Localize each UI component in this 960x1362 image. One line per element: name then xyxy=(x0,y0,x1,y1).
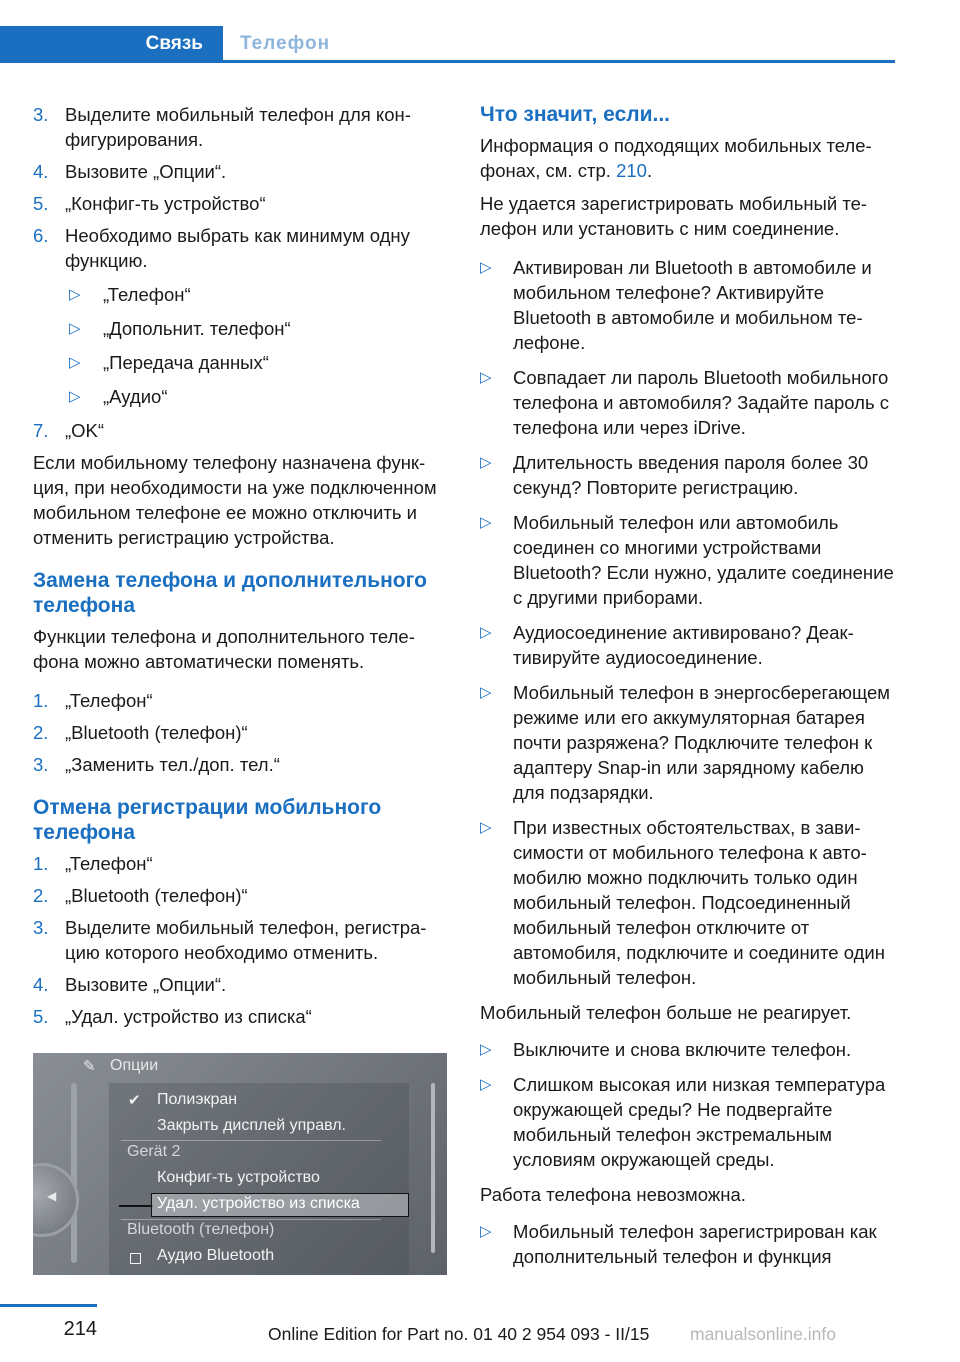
menu-arc xyxy=(71,1083,77,1263)
menu-item-split-screen[interactable]: Полиэкран xyxy=(157,1091,238,1108)
page-number: 214 xyxy=(63,1318,97,1340)
intro-text: Информация о подходящих мобильных телефонах, см. стр. xyxy=(480,135,872,181)
step-text: „OK“ xyxy=(65,420,105,441)
step-item xyxy=(33,418,448,443)
step-item xyxy=(33,752,448,777)
watermark-text: manualsonline.info xyxy=(690,1324,836,1344)
paragraph: Работа телефона невозможна. xyxy=(480,1184,746,1205)
step-number: 5. xyxy=(33,1006,49,1027)
triangle-right-icon: ▷ xyxy=(480,514,492,531)
paragraph xyxy=(480,133,900,183)
sub-item-text: „Передача данных“ xyxy=(103,352,269,373)
step-text: „Конфиг-ть устройство“ xyxy=(65,193,266,214)
step-item xyxy=(33,688,448,713)
section-heading: Что значит, если... xyxy=(480,103,671,126)
bullet-item xyxy=(480,1072,900,1172)
selection-pointer xyxy=(119,1205,153,1207)
menu-item-remove-device[interactable]: Удал. устройство из списка xyxy=(157,1195,360,1212)
step-item xyxy=(33,915,448,965)
step-text: Вызовите „Опции“. xyxy=(65,974,227,995)
triangle-right-icon: ▷ xyxy=(69,354,81,371)
bullet-text: Активирован ли Bluetooth в автомобиле и мобильном телефоне? Активируйте Bluetooth в автомобиле и мобильном телефоне. xyxy=(513,257,872,353)
step-number: 4. xyxy=(33,974,49,995)
paragraph: Функции телефона и дополнительного телефона можно автоматически поменять. xyxy=(33,626,415,672)
menu-group-label: Gerät 2 xyxy=(127,1143,181,1160)
triangle-right-icon: ▷ xyxy=(480,684,492,701)
step-text: „Телефон“ xyxy=(65,853,153,874)
menu-item-bluetooth-audio[interactable]: Аудио Bluetooth xyxy=(157,1247,275,1264)
step-item xyxy=(33,223,448,273)
page-link[interactable]: 210 xyxy=(616,160,647,181)
arrow-left-icon: ◀ xyxy=(47,1189,57,1203)
step-number: 2. xyxy=(33,722,49,743)
bullet-item xyxy=(480,365,900,440)
menu-title: Опции xyxy=(110,1057,159,1074)
step-number: 3. xyxy=(33,754,49,775)
bullet-item xyxy=(480,510,900,610)
bullet-item xyxy=(480,1037,900,1062)
bullet-text: Мобильный телефон зарегистрирован как дополнительный телефон и функция xyxy=(513,1221,877,1267)
menu-separator xyxy=(121,1140,381,1141)
header-rule xyxy=(0,60,895,63)
step-text: Необходимо выбрать как минимум одну функцию. xyxy=(65,225,410,271)
bullet-text: Выключите и снова включите телефон. xyxy=(513,1039,852,1060)
step-text: Выделите мобильный телефон, регистрацию которого необходимо отменить. xyxy=(65,917,427,963)
triangle-right-icon: ▷ xyxy=(480,1041,492,1058)
bullet-item xyxy=(480,255,900,355)
step-item xyxy=(33,972,448,997)
menu-item-close-display[interactable]: Закрыть дисплей управл. xyxy=(157,1117,346,1134)
bullet-item xyxy=(480,450,900,500)
bullet-item xyxy=(480,815,900,990)
step-item xyxy=(33,1004,448,1029)
triangle-right-icon: ▷ xyxy=(69,320,81,337)
menu-separator xyxy=(121,1219,381,1220)
step-text: „Bluetooth (телефон)“ xyxy=(65,722,248,743)
page-header xyxy=(0,26,895,62)
step-text: „Bluetooth (телефон)“ xyxy=(65,885,248,906)
bullet-text: Мобильный телефон или автомобиль соединен со многими устройствами Bluetooth? Если нужно, удалите соединение с другими приборами. xyxy=(513,512,894,608)
bullet-text: Совпадает ли пароль Bluetooth мобильного телефона и автомобиля? Задайте пароль с телефона или через iDrive. xyxy=(513,367,889,438)
checkbox-icon xyxy=(130,1253,141,1264)
bullet-item xyxy=(480,1219,900,1269)
sub-item-text: „Телефон“ xyxy=(103,284,191,305)
section-heading: Замена телефона и дополнительного телефона xyxy=(33,569,427,617)
step-text: „Телефон“ xyxy=(65,690,153,711)
tool-icon: ✎ xyxy=(83,1058,96,1075)
step-number: 3. xyxy=(33,104,49,125)
sub-item-text: „Допольнит. телефон“ xyxy=(103,318,291,339)
triangle-right-icon: ▷ xyxy=(480,624,492,641)
right-column xyxy=(480,102,900,1279)
idrive-screenshot xyxy=(33,1053,447,1275)
paragraph: Если мобильному телефону назначена функция, при необходимости на уже подключенном мобильном телефоне ее можно отключить и отменить регистрацию устройства. xyxy=(33,452,437,548)
step-number: 7. xyxy=(33,420,49,441)
bullet-item xyxy=(480,620,900,670)
intro-end: . xyxy=(646,160,653,181)
triangle-right-icon: ▷ xyxy=(69,286,81,303)
step-text: „Удал. устройство из списка“ xyxy=(65,1006,312,1027)
menu-item-configure-device[interactable]: Конфиг-ть устройство xyxy=(157,1169,320,1186)
sub-item xyxy=(33,282,448,307)
step-number: 1. xyxy=(33,853,49,874)
triangle-right-icon: ▷ xyxy=(480,259,492,276)
check-icon: ✔ xyxy=(128,1092,141,1109)
bullet-item xyxy=(480,680,900,805)
triangle-right-icon: ▷ xyxy=(69,388,81,405)
paragraph: Не удается зарегистрировать мобильный телефон или установить с ним соединение. xyxy=(480,193,868,239)
left-column xyxy=(33,102,448,1036)
step-number: 3. xyxy=(33,917,49,938)
footer-rule xyxy=(0,1304,97,1307)
triangle-right-icon: ▷ xyxy=(480,454,492,471)
step-item xyxy=(33,191,448,216)
sub-item xyxy=(33,316,448,341)
triangle-right-icon: ▷ xyxy=(480,1076,492,1093)
step-text: Выделите мобильный телефон для конфигурирования. xyxy=(65,104,411,150)
step-number: 1. xyxy=(33,690,49,711)
menu-scrollbar xyxy=(431,1083,435,1253)
bullet-text: Аудиосоединение активировано? Деактивируйте аудиосоединение. xyxy=(513,622,854,668)
sub-item xyxy=(33,350,448,375)
step-item xyxy=(33,159,448,184)
step-number: 5. xyxy=(33,193,49,214)
step-item xyxy=(33,883,448,908)
bullet-text: Мобильный телефон в энергосберегающем режиме или его аккумуляторная батарея почти разряжена? Подключите телефон к адаптеру Snap-in или зарядному кабелю для подзарядки. xyxy=(513,682,891,803)
step-text: Вызовите „Опции“. xyxy=(65,161,227,182)
sub-item xyxy=(33,384,448,409)
paragraph: Мобильный телефон больше не реагирует. xyxy=(480,1002,852,1023)
tab-connection[interactable]: Связь xyxy=(0,26,223,62)
step-item xyxy=(33,851,448,876)
bullet-text: Слишком высокая или низкая температура окружающей среды? Не подвергайте мобильный телефон экстремальным условиям окружающей среды. xyxy=(513,1074,886,1170)
step-item xyxy=(33,720,448,745)
tab-telephone[interactable]: Телефон xyxy=(240,33,331,54)
step-text: „Заменить тел./доп. тел.“ xyxy=(65,754,280,775)
step-number: 4. xyxy=(33,161,49,182)
bullet-text: При известных обстоятельствах, в зависимости от мобильного телефона к автомобилю можно подключить только один мобильный телефон. Подсоединенный мобильный телефон отключите от автомобиля, подключите и соедините один мобильный телефон. xyxy=(513,817,885,988)
triangle-right-icon: ▷ xyxy=(480,1223,492,1240)
menu-group-label: Bluetooth (телефон) xyxy=(127,1221,275,1238)
triangle-right-icon: ▷ xyxy=(480,369,492,386)
step-number: 2. xyxy=(33,885,49,906)
sub-item-text: „Аудио“ xyxy=(103,386,168,407)
step-number: 6. xyxy=(33,225,49,246)
bullet-text: Длительность введения пароля более 30 секунд? Повторите регистрацию. xyxy=(513,452,869,498)
section-heading: Отмена регистрации мобильного телефона xyxy=(33,796,382,844)
triangle-right-icon: ▷ xyxy=(480,819,492,836)
edition-text: Online Edition for Part no. 01 40 2 954 093 - II/15 xyxy=(268,1324,650,1344)
step-item xyxy=(33,102,448,152)
